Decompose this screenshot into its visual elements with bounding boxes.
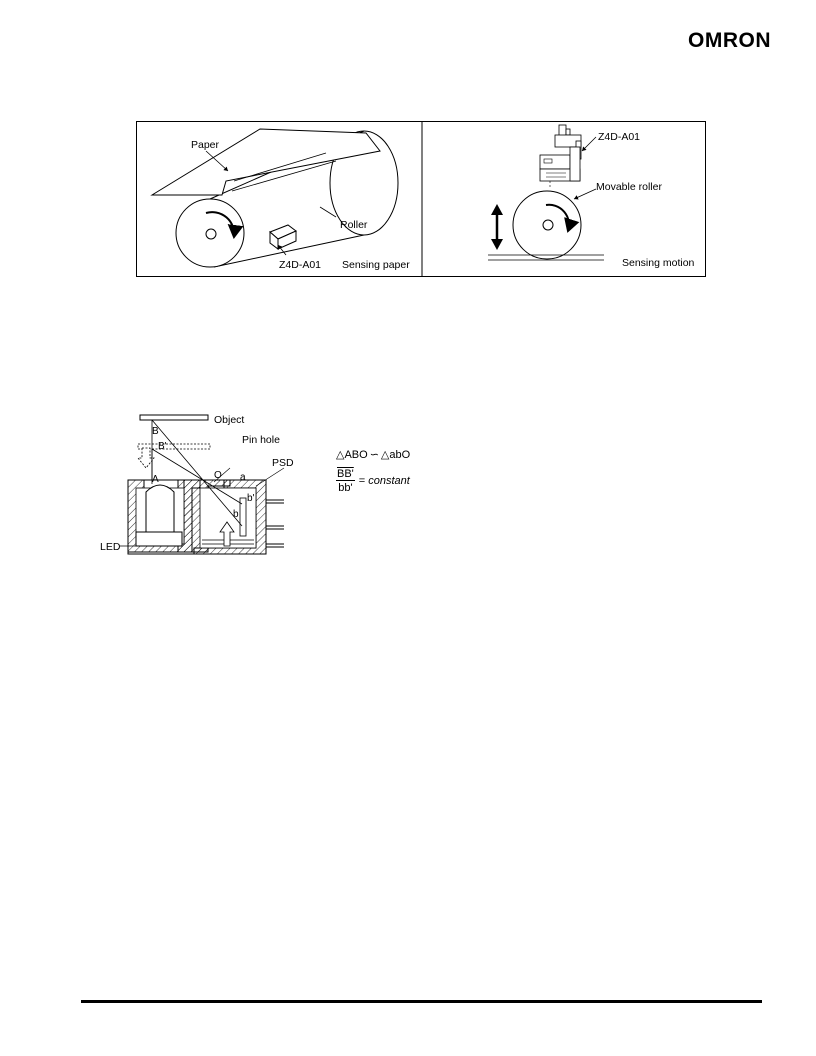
ratio-constant: constant bbox=[368, 475, 410, 487]
z4d-sensor-mount bbox=[540, 125, 581, 189]
sensing-paper-panel bbox=[152, 129, 410, 271]
point-o-label: O bbox=[214, 470, 222, 481]
point-b-label: B bbox=[152, 426, 159, 437]
formula-line-similar bbox=[336, 447, 410, 462]
object-label: Object bbox=[214, 414, 245, 426]
point-b-small-prime-label: b' bbox=[247, 493, 255, 504]
vertical-motion-arrow bbox=[491, 204, 503, 250]
formula-line-ratio bbox=[336, 468, 410, 494]
point-a-small-label: a bbox=[240, 472, 246, 483]
similar-triangles-formula bbox=[336, 447, 410, 494]
point-b-small-label: b bbox=[233, 509, 239, 520]
triangle-abo-upper: △ABO bbox=[336, 449, 368, 461]
psd-label: PSD bbox=[272, 457, 294, 469]
principle-figure bbox=[80, 408, 320, 568]
ratio-numerator: BB' bbox=[337, 468, 354, 480]
pinhole-label: Pin hole bbox=[242, 434, 280, 446]
omron-logo: OMRON bbox=[688, 29, 771, 52]
ratio-equals: = bbox=[358, 475, 369, 487]
led-element bbox=[146, 485, 174, 538]
point-a-label: A bbox=[152, 474, 159, 485]
ratio-denominator: bb' bbox=[338, 482, 353, 494]
caption-sensing-paper: Sensing paper bbox=[342, 259, 410, 271]
roller-label: Roller bbox=[340, 219, 368, 231]
led-label: LED bbox=[100, 541, 121, 553]
sensor-label-left: Z4D-A01 bbox=[279, 259, 322, 271]
triangle-abo-lower: △abO bbox=[380, 449, 411, 461]
application-figure bbox=[136, 121, 708, 277]
object-plate bbox=[140, 415, 208, 420]
paper-label: Paper bbox=[191, 139, 220, 151]
footer-rule bbox=[81, 1000, 762, 1003]
caption-sensing-motion: Sensing motion bbox=[622, 257, 695, 269]
sensing-motion-panel bbox=[488, 125, 695, 269]
sensor-label-right: Z4D-A01 bbox=[598, 131, 641, 143]
point-b-prime-label: B' bbox=[158, 441, 167, 452]
similar-symbol: ∽ bbox=[369, 449, 379, 461]
ratio-fraction bbox=[336, 468, 355, 494]
z4d-sensor-box bbox=[270, 225, 296, 249]
movable-roller-label: Movable roller bbox=[596, 181, 662, 193]
